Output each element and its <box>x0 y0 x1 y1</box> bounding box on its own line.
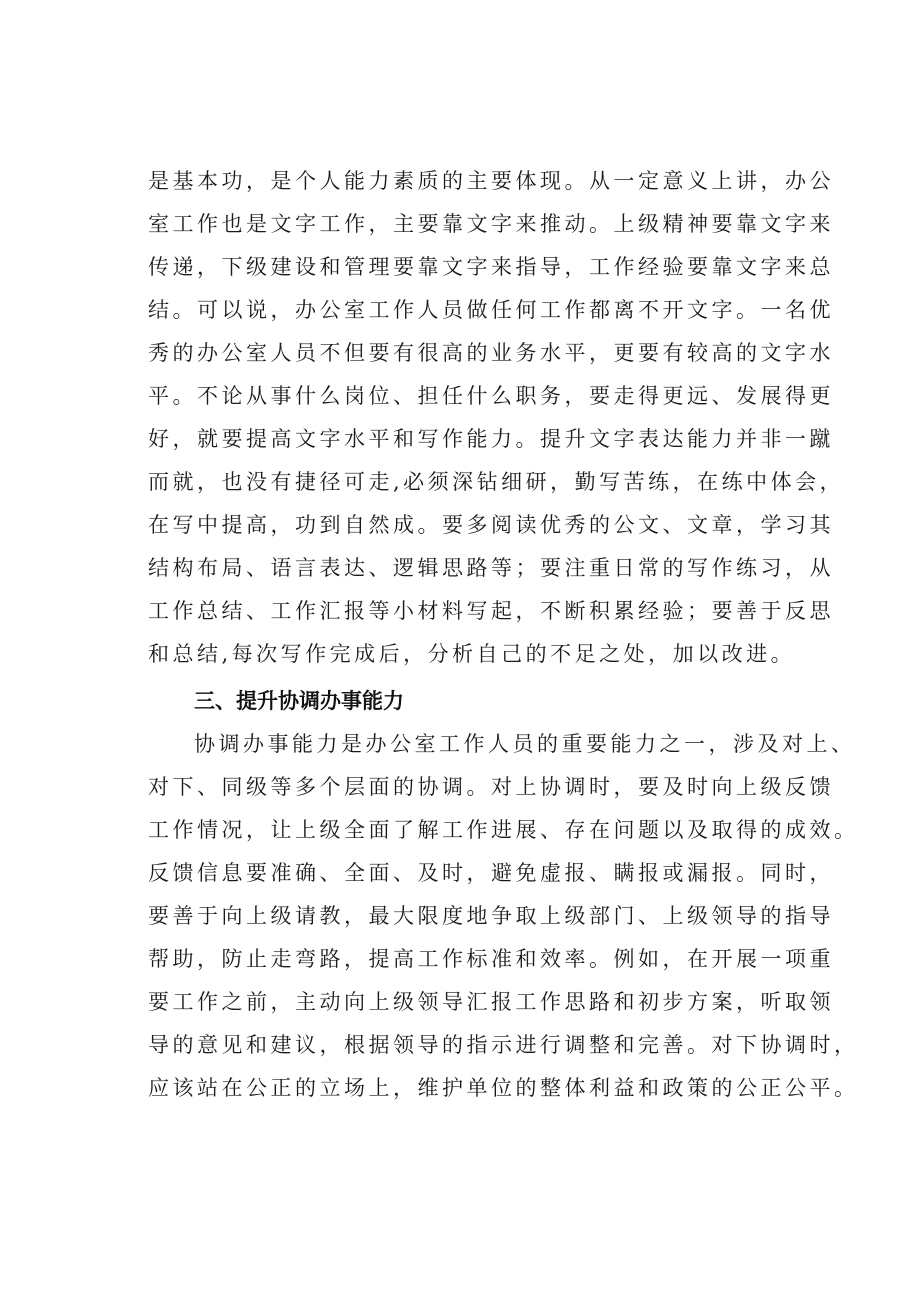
paragraph-1-line: 工作总结、工作汇报等小材料写起，不断积累经验；要善于反思 <box>148 599 834 623</box>
paragraph-1-line: 而就，也没有捷径可走,必须深钻细研，勤写苦练，在练中体会， <box>148 470 845 494</box>
paragraph-2-line: 应该站在公正的立场上，维护单位的整体利益和政策的公正公平。 <box>148 1076 859 1100</box>
paragraph-2-line: 对下、同级等多个层面的协调。对上协调时，要及时向上级反馈 <box>148 775 834 799</box>
paragraph-1-line: 是基本功，是个人能力素质的主要体现。从一定意义上讲，办公 <box>148 169 834 193</box>
paragraph-1-line: 好，就要提高文字水平和写作能力。提升文字表达能力并非一蹴 <box>148 427 834 451</box>
paragraph-2 <box>148 723 859 1110</box>
paragraph-2-line: 协调办事能力是办公室工作人员的重要能力之一，涉及对上、 <box>194 732 856 756</box>
paragraph-1-line: 和总结,每次写作完成后，分析自己的不足之处，加以改进。 <box>148 642 796 666</box>
paragraph-1-line: 结构布局、语言表达、逻辑思路等；要注重日常的写作练习，从 <box>148 556 834 580</box>
paragraph-1-line: 传递，下级建设和管理要靠文字来指导，工作经验要靠文字来总 <box>148 255 834 279</box>
paragraph-1-line: 在写中提高，功到自然成。要多阅读优秀的公文、文章，学习其 <box>148 513 834 537</box>
paragraph-2-line: 要工作之前，主动向上级领导汇报工作思路和初步方案，听取领 <box>148 990 834 1014</box>
paragraph-1-line: 平。不论从事什么岗位、担任什么职务，要走得更远、发展得更 <box>148 384 834 408</box>
paragraph-1 <box>148 160 845 676</box>
paragraph-2-line: 工作情况，让上级全面了解工作进展、存在问题以及取得的成效。 <box>148 818 859 842</box>
paragraph-1-line: 秀的办公室人员不但要有很高的业务水平，更要有较高的文字水 <box>148 341 834 365</box>
paragraph-2-line: 反馈信息要准确、全面、及时，避免虚报、瞒报或漏报。同时， <box>148 861 834 885</box>
paragraph-2-line: 帮助，防止走弯路，提高工作标准和效率。例如，在开展一项重 <box>148 947 834 971</box>
section-heading: 三、提升协调办事能力 <box>194 689 404 713</box>
paragraph-1-line: 室工作也是文字工作，主要靠文字来推动。上级精神要靠文字来 <box>148 212 834 236</box>
paragraph-1-line: 结。可以说，办公室工作人员做任何工作都离不开文字。一名优 <box>148 298 834 322</box>
paragraph-2-line: 要善于向上级请教，最大限度地争取上级部门、上级领导的指导 <box>148 904 834 928</box>
paragraph-2-line: 导的意见和建议，根据领导的指示进行调整和完善。对下协调时， <box>148 1033 859 1057</box>
